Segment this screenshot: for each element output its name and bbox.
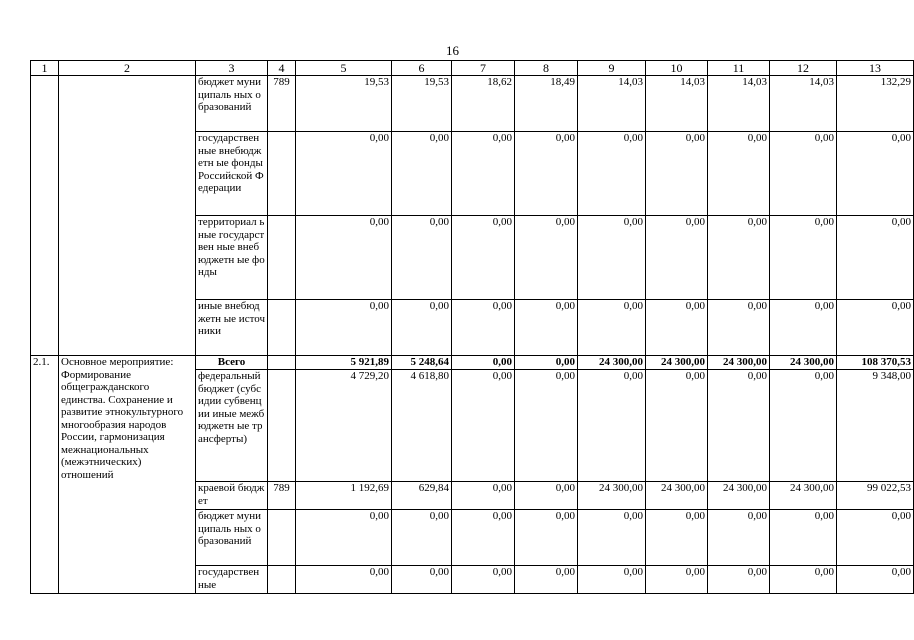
value-cell: 0,00 [515,216,578,300]
value-cell: 0,00 [837,132,914,216]
value-cell: 0,00 [646,300,708,356]
total-value-cell: 5 248,64 [392,356,452,370]
total-value-cell: 24 300,00 [708,356,770,370]
budget-code [268,356,296,370]
budget-code [268,300,296,356]
measure-number: 2.1. [31,356,59,594]
value-cell: 0,00 [708,566,770,594]
column-header: 13 [837,61,914,76]
value-cell: 14,03 [646,76,708,132]
total-value-cell: 24 300,00 [578,356,646,370]
value-cell: 0,00 [452,482,515,510]
column-header: 1 [31,61,59,76]
value-cell: 0,00 [646,132,708,216]
value-cell: 4 729,20 [296,370,392,482]
value-cell: 132,29 [837,76,914,132]
funding-source: бюджет муниципаль ных образований [196,510,268,566]
budget-code [268,510,296,566]
value-cell: 0,00 [770,566,837,594]
total-value-cell: 24 300,00 [646,356,708,370]
value-cell: 0,00 [578,566,646,594]
total-value-cell: 24 300,00 [770,356,837,370]
value-cell: 0,00 [296,566,392,594]
value-cell: 0,00 [578,132,646,216]
column-header: 10 [646,61,708,76]
column-header: 11 [708,61,770,76]
value-cell: 24 300,00 [770,482,837,510]
budget-code: 789 [268,482,296,510]
column-header: 8 [515,61,578,76]
value-cell: 18,49 [515,76,578,132]
value-cell: 0,00 [515,132,578,216]
value-cell: 0,00 [452,566,515,594]
budget-code [268,216,296,300]
value-cell: 14,03 [770,76,837,132]
value-cell: 0,00 [515,566,578,594]
value-cell: 0,00 [837,566,914,594]
value-cell: 0,00 [770,132,837,216]
funding-source: государствен ные [196,566,268,594]
value-cell: 0,00 [392,300,452,356]
value-cell: 0,00 [837,510,914,566]
value-cell: 0,00 [515,510,578,566]
column-header: 5 [296,61,392,76]
value-cell: 0,00 [837,300,914,356]
value-cell: 0,00 [708,510,770,566]
table-row [31,356,914,370]
column-header: 12 [770,61,837,76]
item-description-cell [59,76,196,356]
value-cell: 0,00 [296,510,392,566]
value-cell: 1 192,69 [296,482,392,510]
item-number-cell [31,76,59,356]
budget-code: 789 [268,76,296,132]
value-cell: 0,00 [578,510,646,566]
value-cell: 0,00 [708,300,770,356]
measure-title: Основное мероприятие: Формирование общегражданского единства. Сохранение и развитие этнокультурного многообразия народов России, гармонизация межнациональных (межэтнических) отношений [59,356,196,594]
value-cell: 0,00 [646,370,708,482]
funding-source: бюджет муниципаль ных образований [196,76,268,132]
value-cell: 18,62 [452,76,515,132]
value-cell: 4 618,80 [392,370,452,482]
value-cell: 0,00 [770,370,837,482]
value-cell: 0,00 [708,370,770,482]
value-cell: 24 300,00 [708,482,770,510]
value-cell: 99 022,53 [837,482,914,510]
page-number: 16 [446,43,459,58]
value-cell: 0,00 [708,132,770,216]
value-cell: 14,03 [708,76,770,132]
column-number-header [31,61,914,76]
value-cell: 629,84 [392,482,452,510]
value-cell: 19,53 [296,76,392,132]
funding-source: краевой бюджет [196,482,268,510]
value-cell: 0,00 [296,132,392,216]
funding-source: государствен ные внебюджетн ые фонды Российской Федерации [196,132,268,216]
column-header: 4 [268,61,296,76]
column-header: 6 [392,61,452,76]
total-value-cell: 5 921,89 [296,356,392,370]
value-cell: 0,00 [770,300,837,356]
value-cell: 0,00 [770,216,837,300]
value-cell: 0,00 [578,216,646,300]
value-cell: 19,53 [392,76,452,132]
total-value-cell: 0,00 [452,356,515,370]
funding-source: территориал ьные государствен ные внебюджетн ые фонды [196,216,268,300]
budget-code [268,566,296,594]
table-row [31,76,914,132]
value-cell: 0,00 [708,216,770,300]
value-cell: 0,00 [646,510,708,566]
value-cell: 0,00 [452,216,515,300]
value-cell: 0,00 [452,300,515,356]
funding-source: федеральный бюджет (субсидии субвенции иные межбюджетн ые трансферты) [196,370,268,482]
value-cell: 0,00 [296,300,392,356]
value-cell: 0,00 [646,566,708,594]
total-value-cell: 108 370,53 [837,356,914,370]
value-cell: 14,03 [578,76,646,132]
value-cell: 0,00 [515,370,578,482]
column-header: 3 [196,61,268,76]
budget-table [30,60,914,594]
value-cell: 0,00 [392,510,452,566]
value-cell: 0,00 [392,216,452,300]
value-cell: 24 300,00 [578,482,646,510]
total-value-cell: 0,00 [515,356,578,370]
value-cell: 0,00 [578,300,646,356]
value-cell: 0,00 [578,370,646,482]
column-header: 9 [578,61,646,76]
column-header: 2 [59,61,196,76]
value-cell: 0,00 [392,566,452,594]
value-cell: 0,00 [515,300,578,356]
value-cell: 0,00 [296,216,392,300]
funding-source-total: Всего [196,356,268,370]
value-cell: 9 348,00 [837,370,914,482]
value-cell: 0,00 [452,510,515,566]
budget-code [268,132,296,216]
funding-source: иные внебюджетн ые источники [196,300,268,356]
value-cell: 0,00 [452,132,515,216]
value-cell: 0,00 [837,216,914,300]
column-header: 7 [452,61,515,76]
budget-code [268,370,296,482]
value-cell: 0,00 [452,370,515,482]
value-cell: 24 300,00 [646,482,708,510]
value-cell: 0,00 [392,132,452,216]
value-cell: 0,00 [515,482,578,510]
value-cell: 0,00 [770,510,837,566]
value-cell: 0,00 [646,216,708,300]
